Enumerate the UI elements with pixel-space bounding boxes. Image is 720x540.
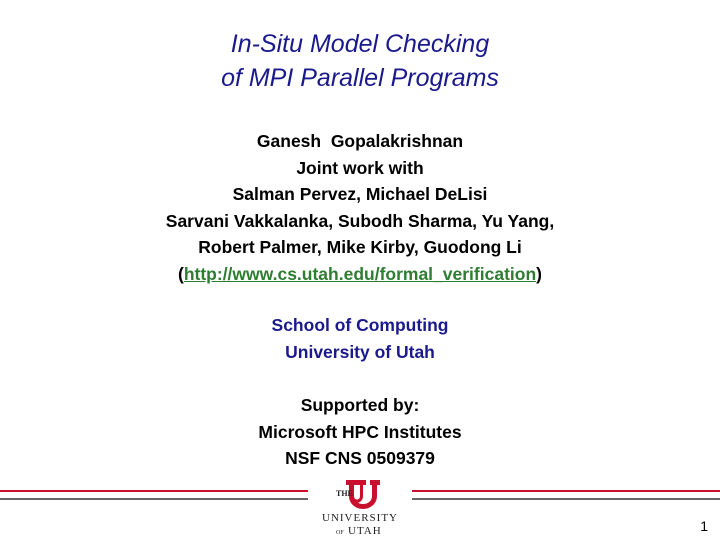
- author-block: [0, 128, 720, 287]
- title-line-1: In-Situ Model Checking: [230, 30, 490, 58]
- collaborators-line-2: Sarvani Vakkalanka, Subodh Sharma, Yu Yang,: [165, 210, 555, 231]
- link-close-paren: ): [536, 263, 542, 284]
- author-name: Ganesh Gopalakrishnan: [256, 131, 464, 151]
- sponsor-1: Microsoft HPC Institutes: [258, 421, 462, 442]
- logo-the: THE: [336, 489, 353, 498]
- link-open-paren: (: [178, 263, 184, 284]
- logo-of: OF: [336, 530, 344, 536]
- slide-title: [0, 27, 720, 95]
- sponsor-2: NSF CNS 0509379: [285, 448, 435, 468]
- project-link-line: [0, 261, 720, 288]
- logo-utah: UTAH: [348, 525, 382, 537]
- logo-university: UNIVERSITY: [322, 512, 398, 524]
- affiliation-block: [0, 312, 720, 365]
- page-number: 1: [700, 518, 708, 534]
- collaborators-line-3: Robert Palmer, Mike Kirby, Guodong Li: [198, 237, 522, 257]
- title-line-2: of MPI Parallel Programs: [221, 64, 499, 92]
- school-name: School of Computing: [271, 315, 449, 335]
- project-link[interactable]: http://www.cs.utah.edu/formal_verification: [183, 263, 537, 284]
- university-name: University of Utah: [285, 341, 435, 362]
- support-block: [0, 392, 720, 472]
- collaborators-line-1: Salman Pervez, Michael DeLisi: [232, 184, 488, 204]
- joint-work-label: Joint work with: [296, 157, 424, 178]
- support-heading: Supported by:: [300, 395, 420, 415]
- university-of-utah-logo: [314, 476, 406, 538]
